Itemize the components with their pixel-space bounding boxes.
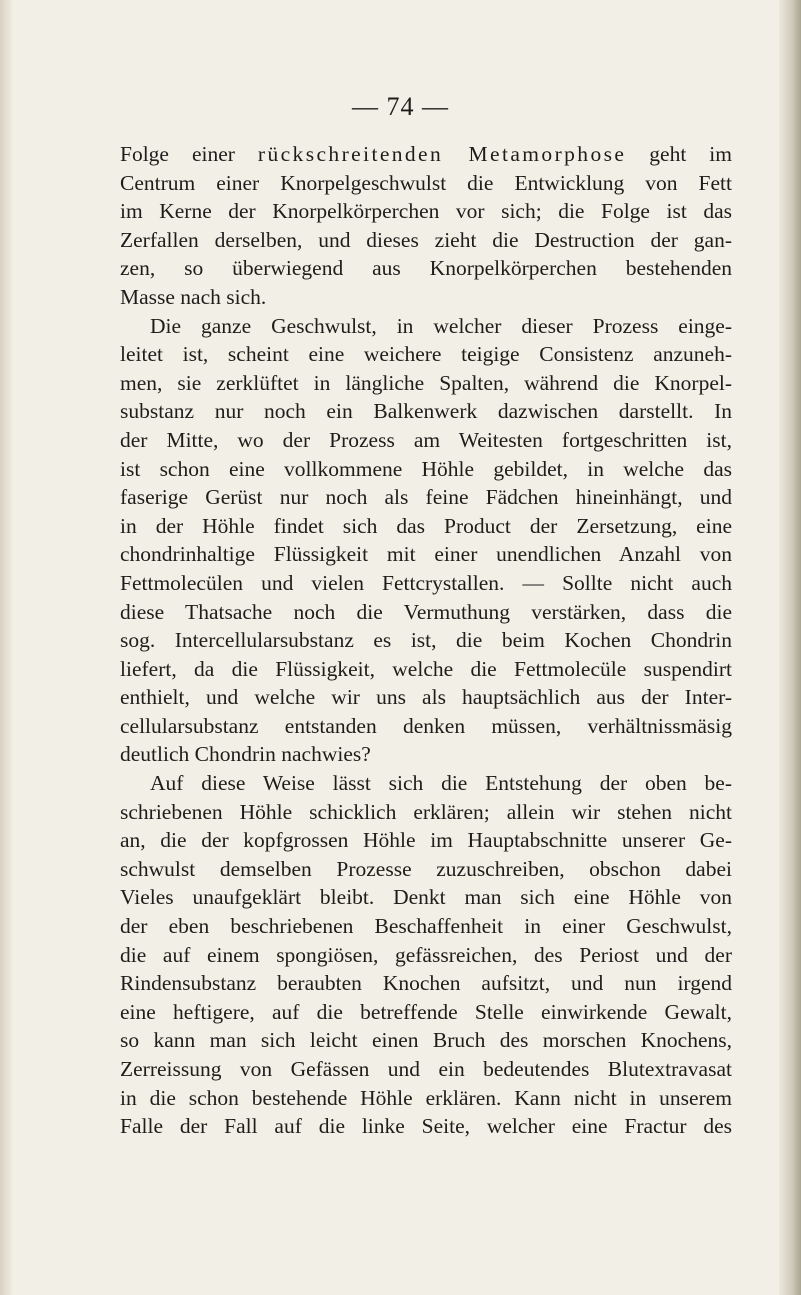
text-span: in der Höhle findet sich das Product der Zersetzung, eine bbox=[120, 513, 732, 538]
text-span: faserige Gerüst nur noch als feine Fädchen hineinhängt, und bbox=[120, 485, 732, 510]
text-span: liefert, da die Flüssigkeit, welche die Fettmolecüle suspendirt bbox=[120, 656, 732, 681]
text-span: Die ganze Geschwulst, in welcher dieser Prozess einge- bbox=[150, 313, 732, 338]
body-text bbox=[120, 140, 732, 1141]
text-line bbox=[120, 1084, 732, 1113]
text-span: schriebenen Höhle schicklich erklären; allein wir stehen nicht bbox=[120, 799, 732, 824]
text-line bbox=[120, 140, 732, 169]
text-span: sog. Intercellularsubstanz es ist, die beim Kochen Chondrin bbox=[120, 628, 732, 653]
text-span: diese Thatsache noch die Vermuthung verstärken, dass die bbox=[120, 599, 732, 624]
text-line bbox=[120, 769, 732, 798]
text-span: an, die der kopfgrossen Höhle im Hauptabschnitte unserer Ge- bbox=[120, 828, 732, 853]
text-line bbox=[120, 569, 732, 598]
text-line bbox=[120, 540, 732, 569]
text-span: geht im bbox=[626, 142, 732, 166]
text-span: so kann man sich leicht einen Bruch des morschen Knochens, bbox=[120, 1028, 732, 1053]
text-span: Centrum einer Knorpelgeschwulst die Entwicklung von Fett bbox=[120, 170, 732, 195]
text-line bbox=[120, 998, 732, 1027]
text-line bbox=[120, 254, 732, 283]
text-line bbox=[120, 426, 732, 455]
text-span: deutlich Chondrin nachwies? bbox=[120, 742, 371, 767]
page-number: — 74 — bbox=[352, 92, 449, 121]
text-line bbox=[120, 826, 732, 855]
text-span: enthielt, und welche wir uns als hauptsächlich aus der Inter- bbox=[120, 685, 732, 710]
text-span: ist schon eine vollkommene Höhle gebildet, in welche das bbox=[120, 456, 732, 481]
text-line bbox=[120, 397, 732, 426]
text-line bbox=[120, 1112, 732, 1141]
text-span: im Kerne der Knorpelkörperchen vor sich; die Folge ist das bbox=[120, 199, 732, 224]
text-line bbox=[120, 169, 732, 198]
text-line bbox=[120, 912, 732, 941]
text-span: Auf diese Weise lässt sich die Entstehung der oben be- bbox=[150, 771, 732, 796]
text-line bbox=[120, 798, 732, 827]
text-line bbox=[120, 483, 732, 512]
text-line bbox=[120, 197, 732, 226]
text-line bbox=[120, 1055, 732, 1084]
text-span: Falle der Fall auf die linke Seite, welcher eine Fractur des bbox=[120, 1114, 732, 1139]
text-span: eine heftigere, auf die betreffende Stelle einwirkende Gewalt, bbox=[120, 999, 732, 1024]
text-span: Folge einer bbox=[120, 142, 258, 166]
text-span: die auf einem spongiösen, gefässreichen, des Periost und der bbox=[120, 942, 732, 967]
text-span: cellularsubstanz entstanden denken müssen, verhältnissmäsig bbox=[120, 713, 732, 738]
text-span: substanz nur noch ein Balkenwerk dazwischen darstellt. In bbox=[120, 399, 732, 424]
text-span: Masse nach sich. bbox=[120, 284, 267, 309]
text-line bbox=[120, 598, 732, 627]
text-span: der Mitte, wo der Prozess am Weitesten fortgeschritten ist, bbox=[120, 427, 732, 452]
text-span: in die schon bestehende Höhle erklären. Kann nicht in unserem bbox=[120, 1085, 732, 1110]
spaced-text: rückschreitenden Metamorphose bbox=[257, 142, 627, 166]
text-span: schwulst demselben Prozesse zuzuschreiben, obschon dabei bbox=[120, 856, 732, 881]
text-span: chondrinhaltige Flüssigkeit mit einer unendlichen Anzahl von bbox=[120, 542, 732, 567]
text-line bbox=[120, 683, 732, 712]
text-span: men, sie zerklüftet in längliche Spalten, während die Knorpel- bbox=[120, 370, 732, 395]
text-line bbox=[120, 655, 732, 684]
text-line bbox=[120, 969, 732, 998]
text-span: Vieles unaufgeklärt bleibt. Denkt man sich eine Höhle von bbox=[120, 885, 732, 910]
text-line bbox=[120, 512, 732, 541]
text-line bbox=[120, 226, 732, 255]
text-span: Zerfallen derselben, und dieses zieht die Destruction der gan- bbox=[120, 227, 732, 252]
text-line bbox=[120, 740, 732, 769]
text-line bbox=[120, 455, 732, 484]
text-line bbox=[120, 883, 732, 912]
text-line bbox=[120, 855, 732, 884]
text-line bbox=[120, 1026, 732, 1055]
text-span: Rindensubstanz beraubten Knochen aufsitzt, und nun irgend bbox=[120, 971, 732, 996]
page-edge-left bbox=[0, 0, 12, 1295]
text-line bbox=[120, 283, 732, 312]
text-span: der eben beschriebenen Beschaffenheit in einer Geschwulst, bbox=[120, 914, 732, 939]
text-span: leitet ist, scheint eine weichere teigige Consistenz anzuneh- bbox=[120, 342, 732, 367]
text-span: Zerreissung von Gefässen und ein bedeutendes Blutextravasat bbox=[120, 1057, 732, 1081]
text-line bbox=[120, 941, 732, 970]
text-span: Fettmolecülen und vielen Fettcrystallen. — Sollte nicht auch bbox=[120, 570, 732, 595]
text-line bbox=[120, 712, 732, 741]
text-span: zen, so überwiegend aus Knorpelkörperchen bestehenden bbox=[120, 256, 732, 281]
text-line bbox=[120, 312, 732, 341]
text-line bbox=[120, 369, 732, 398]
text-line bbox=[120, 340, 732, 369]
text-line bbox=[120, 626, 732, 655]
page-edge-right bbox=[779, 0, 801, 1295]
